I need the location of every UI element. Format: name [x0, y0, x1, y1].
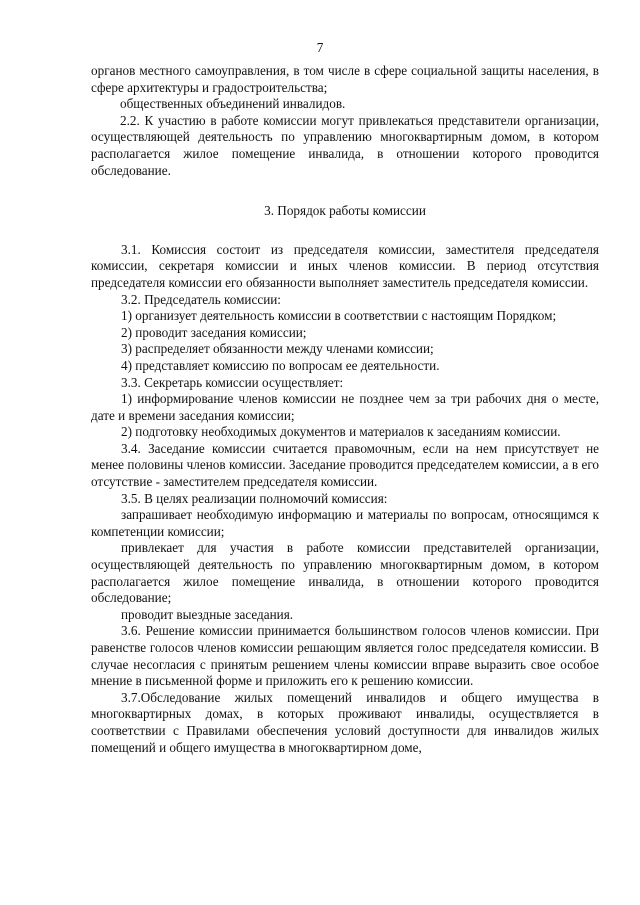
section-heading: 3. Порядок работы комиссии [264, 203, 426, 219]
list-item: запрашивает необходимую информацию и материалы по вопросам, относящимся к компетенции комиссии; [91, 507, 599, 539]
paragraph-3-2: 3.2. Председатель комиссии: [121, 291, 281, 307]
paragraph-3-6: 3.6. Решение комиссии принимается большинством голосов членов комиссии. При равенстве голосов членов комиссии решающим является голос председателя комиссии. В случае несогласия с принятым решением члены комиссии вправе выразить свое особое мнение в письменной форме и приложить его к решению комиссии. [91, 623, 599, 689]
list-item: привлекает для участия в работе комиссии представителей организации, осуществляющей деятельность по управлению многоквартирным домом, в котором располагается жилое помещение инвалида, в отношении которого проводится обследование; [91, 540, 599, 606]
list-item: 2) подготовку необходимых документов и материалов к заседаниям комиссии. [121, 424, 561, 440]
list-item: 4) представляет комиссию по вопросам ее деятельности. [121, 357, 440, 373]
list-item: 2) проводит заседания комиссии; [121, 324, 307, 340]
paragraph-2-2: 2.2. К участию в работе комиссии могут привлекаться представители организации, осуществляющей деятельность по управлению многоквартирным домом, в котором располагается жилое помещение инвалида, в отношении которого проводится обследование. [91, 112, 599, 178]
list-item: 1) организует деятельность комиссии в соответствии с настоящим Порядком; [121, 308, 557, 324]
list-item: проводит выездные заседания. [121, 606, 294, 622]
list-item: 1) информирование членов комиссии не позднее чем за три рабочих дня о месте, дате и времени заседания комиссии; [91, 391, 599, 423]
paragraph-3-1: 3.1. Комиссия состоит из председателя комиссии, заместителя председателя комиссии, секретаря комиссии и иных членов комиссии. В период отсутствия председателя комиссии его обязанности выполняет заместитель председателя комиссии. [91, 241, 599, 290]
list-item: 3) распределяет обязанности между членами комиссии; [121, 341, 434, 357]
document-body [91, 63, 599, 756]
paragraph-3-3: 3.3. Секретарь комиссии осуществляет: [121, 374, 344, 390]
paragraph-continuation: органов местного самоуправления, в том числе в сфере социальной защиты населения, в сфере архитектуры и градостроительства; [91, 63, 599, 95]
paragraph-3-5: 3.5. В целях реализации полномочий комиссия: [121, 490, 388, 506]
paragraph-3-4: 3.4. Заседание комиссии считается правомочным, если на нем присутствует не менее половины членов комиссии. Заседание проводится председателем комиссии, а в его отсутствие - заместителем председателя комиссии. [91, 440, 599, 490]
paragraph: общественных объединений инвалидов. [120, 96, 346, 112]
paragraph-3-7: 3.7.Обследование жилых помещений инвалидов и общего имущества в многоквартирных домах, в которых проживают инвалиды, осуществляется в соответствии с Правилами обеспечения условий доступности для инвалидов жилых помещений и общего имущества в многоквартирном доме, [91, 689, 599, 755]
page-number: 7 [316, 40, 324, 55]
